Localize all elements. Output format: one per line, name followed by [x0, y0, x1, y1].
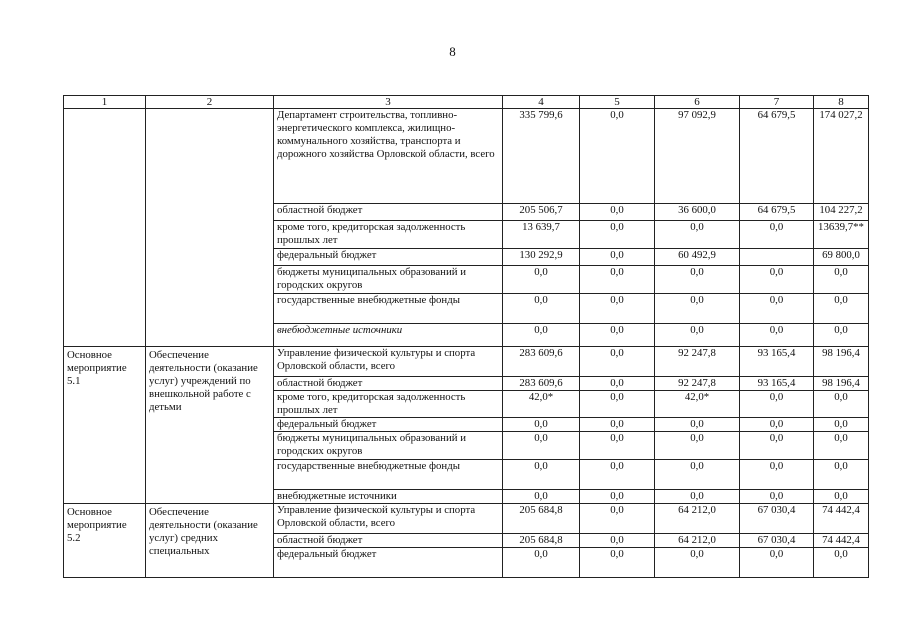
page-number: 8 [449, 44, 456, 59]
amount-cell: 174 027,2 [814, 109, 869, 204]
funding-source-cell: областной бюджет [274, 377, 503, 391]
amount-cell: 0,0 [655, 324, 740, 347]
amount-cell: 42,0* [655, 391, 740, 418]
funding-source-cell: государственные внебюджетные фонды [274, 294, 503, 324]
amount-cell: 0,0 [814, 432, 869, 460]
amount-cell: 98 196,4 [814, 377, 869, 391]
amount-cell: 64 212,0 [655, 504, 740, 534]
amount-cell: 93 165,4 [740, 377, 814, 391]
header-cell: 5 [580, 96, 655, 109]
amount-cell: 0,0 [814, 324, 869, 347]
amount-cell: 60 492,9 [655, 249, 740, 266]
funding-source-cell: областной бюджет [274, 204, 503, 221]
amount-cell: 67 030,4 [740, 534, 814, 548]
amount-cell: 0,0 [814, 266, 869, 294]
amount-cell: 0,0 [503, 460, 580, 490]
amount-cell: 0,0 [740, 418, 814, 432]
amount-cell: 205 684,8 [503, 534, 580, 548]
header-cell: 7 [740, 96, 814, 109]
amount-cell: 13639,7** [814, 221, 869, 249]
activity-description-cell [146, 109, 274, 347]
table-row [64, 109, 869, 204]
amount-cell: 0,0 [740, 548, 814, 578]
amount-cell: 0,0 [580, 432, 655, 460]
amount-cell: 0,0 [740, 490, 814, 504]
amount-cell: 0,0 [580, 221, 655, 249]
amount-cell: 0,0 [655, 432, 740, 460]
funding-source-cell: Управление физической культуры и спорта Орловской области, всего [274, 347, 503, 377]
amount-cell [740, 249, 814, 266]
amount-cell: 42,0* [503, 391, 580, 418]
activity-description-cell: Обеспечение деятельности (оказание услуг) средних специальных [146, 504, 274, 578]
amount-cell: 130 292,9 [503, 249, 580, 266]
amount-cell: 283 609,6 [503, 347, 580, 377]
funding-source-cell: бюджеты муниципальных образований и городских округов [274, 266, 503, 294]
amount-cell: 0,0 [814, 548, 869, 578]
amount-cell: 0,0 [580, 548, 655, 578]
amount-cell: 74 442,4 [814, 534, 869, 548]
amount-cell: 0,0 [580, 294, 655, 324]
amount-cell: 0,0 [655, 221, 740, 249]
amount-cell: 0,0 [655, 460, 740, 490]
amount-cell: 0,0 [580, 460, 655, 490]
funding-source-cell: внебюджетные источники [274, 490, 503, 504]
funding-source-cell: федеральный бюджет [274, 418, 503, 432]
amount-cell: 104 227,2 [814, 204, 869, 221]
amount-cell: 0,0 [580, 266, 655, 294]
funding-source-cell: государственные внебюджетные фонды [274, 460, 503, 490]
amount-cell: 97 092,9 [655, 109, 740, 204]
amount-cell: 0,0 [580, 534, 655, 548]
amount-cell: 0,0 [740, 294, 814, 324]
funding-source-cell: внебюджетные источники [274, 324, 503, 347]
amount-cell: 0,0 [655, 548, 740, 578]
header-cell: 2 [146, 96, 274, 109]
amount-cell: 0,0 [503, 294, 580, 324]
header-cell: 6 [655, 96, 740, 109]
amount-cell: 64 212,0 [655, 534, 740, 548]
amount-cell: 0,0 [580, 109, 655, 204]
amount-cell: 0,0 [580, 418, 655, 432]
amount-cell: 0,0 [503, 324, 580, 347]
funding-source-cell: кроме того, кредиторская задолженность прошлых лет [274, 221, 503, 249]
table-row [64, 504, 869, 534]
amount-cell: 0,0 [580, 249, 655, 266]
amount-cell: 0,0 [814, 460, 869, 490]
amount-cell: 0,0 [503, 266, 580, 294]
amount-cell: 0,0 [655, 490, 740, 504]
amount-cell: 283 609,6 [503, 377, 580, 391]
amount-cell: 69 800,0 [814, 249, 869, 266]
amount-cell: 98 196,4 [814, 347, 869, 377]
table-row [64, 347, 869, 377]
amount-cell: 0,0 [655, 294, 740, 324]
amount-cell: 205 684,8 [503, 504, 580, 534]
amount-cell: 0,0 [580, 490, 655, 504]
amount-cell: 67 030,4 [740, 504, 814, 534]
funding-source-cell: Управление физической культуры и спорта Орловской области, всего [274, 504, 503, 534]
header-row [64, 96, 869, 109]
funding-source-cell: кроме того, кредиторская задолженность прошлых лет [274, 391, 503, 418]
amount-cell: 0,0 [814, 294, 869, 324]
amount-cell: 0,0 [740, 432, 814, 460]
header-cell: 3 [274, 96, 503, 109]
amount-cell: 0,0 [580, 324, 655, 347]
financing-table [63, 95, 869, 578]
amount-cell: 0,0 [814, 391, 869, 418]
amount-cell: 64 679,5 [740, 109, 814, 204]
amount-cell: 0,0 [503, 490, 580, 504]
activity-description-cell: Обеспечение деятельности (оказание услуг) учреждений по внешкольной работе с детьми [146, 347, 274, 504]
amount-cell: 93 165,4 [740, 347, 814, 377]
activity-cell: Основное мероприятие 5.2 [64, 504, 146, 578]
amount-cell: 0,0 [503, 432, 580, 460]
amount-cell: 205 506,7 [503, 204, 580, 221]
funding-source-cell: федеральный бюджет [274, 548, 503, 578]
amount-cell: 64 679,5 [740, 204, 814, 221]
header-cell: 8 [814, 96, 869, 109]
funding-source-cell: федеральный бюджет [274, 249, 503, 266]
amount-cell: 0,0 [740, 460, 814, 490]
funding-source-cell: областной бюджет [274, 534, 503, 548]
amount-cell: 0,0 [503, 548, 580, 578]
amount-cell: 36 600,0 [655, 204, 740, 221]
amount-cell: 0,0 [655, 418, 740, 432]
activity-cell: Основное мероприятие 5.1 [64, 347, 146, 504]
header-cell: 4 [503, 96, 580, 109]
activity-cell [64, 109, 146, 347]
amount-cell: 0,0 [740, 391, 814, 418]
amount-cell: 92 247,8 [655, 377, 740, 391]
amount-cell: 0,0 [580, 391, 655, 418]
amount-cell: 92 247,8 [655, 347, 740, 377]
amount-cell: 0,0 [740, 324, 814, 347]
amount-cell: 0,0 [740, 266, 814, 294]
amount-cell: 74 442,4 [814, 504, 869, 534]
amount-cell: 0,0 [503, 418, 580, 432]
amount-cell: 0,0 [580, 347, 655, 377]
amount-cell: 0,0 [580, 504, 655, 534]
amount-cell: 0,0 [814, 490, 869, 504]
amount-cell: 13 639,7 [503, 221, 580, 249]
funding-source-cell: бюджеты муниципальных образований и городских округов [274, 432, 503, 460]
table-body [64, 96, 869, 578]
amount-cell: 0,0 [814, 418, 869, 432]
amount-cell: 0,0 [580, 204, 655, 221]
amount-cell: 0,0 [580, 377, 655, 391]
amount-cell: 0,0 [655, 266, 740, 294]
funding-source-cell: Департамент строительства, топливно-энергетического комплекса, жилищно-коммунального хозяйства, транспорта и дорожного хозяйства Орловской области, всего [274, 109, 503, 204]
amount-cell: 0,0 [740, 221, 814, 249]
amount-cell: 335 799,6 [503, 109, 580, 204]
header-cell: 1 [64, 96, 146, 109]
